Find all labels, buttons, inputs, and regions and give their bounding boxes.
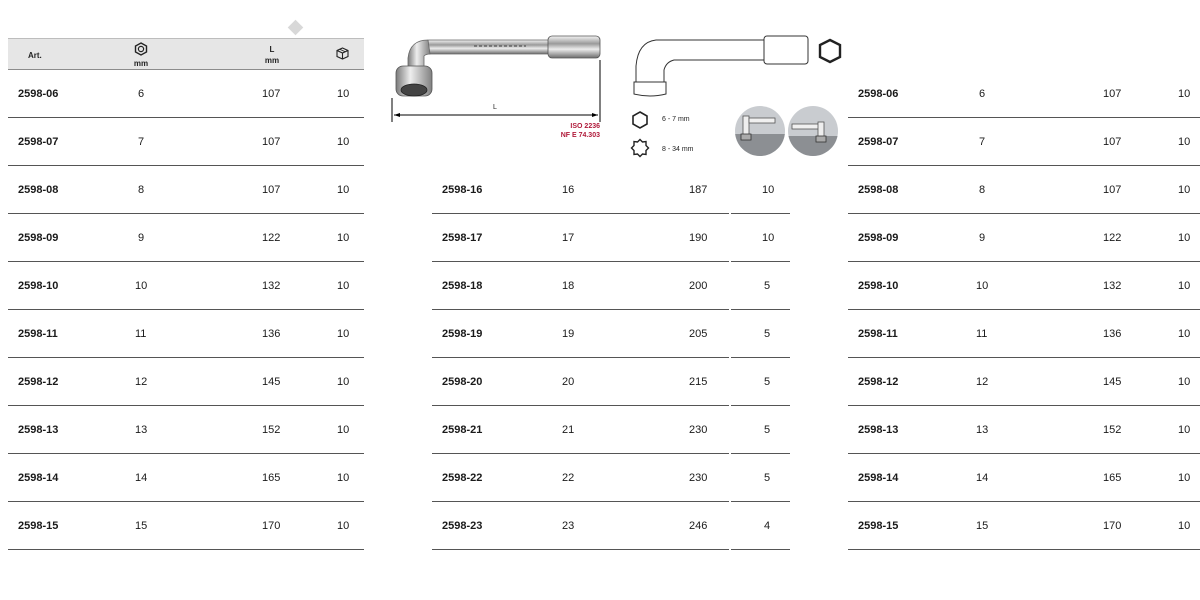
length-cell: 152 bbox=[262, 424, 281, 436]
qty-cell: 5 bbox=[764, 328, 771, 340]
size-cell: 8 bbox=[979, 184, 986, 196]
qty-cell: 10 bbox=[1178, 376, 1191, 388]
length-cell: 136 bbox=[262, 328, 281, 340]
table-row bbox=[848, 406, 1200, 454]
qty-cell: 10 bbox=[1178, 472, 1191, 484]
qty-cell: 4 bbox=[764, 520, 771, 532]
length-cell: 107 bbox=[1103, 88, 1122, 100]
length-cell: 170 bbox=[1103, 520, 1122, 532]
hex6-range: 6 - 7 mm bbox=[662, 116, 690, 123]
table-header bbox=[8, 38, 364, 70]
size-cell: 17 bbox=[562, 232, 575, 244]
hex-nut-icon bbox=[134, 42, 148, 56]
article-number: 2598-10 bbox=[18, 280, 59, 292]
qty-cell: 10 bbox=[337, 424, 350, 436]
qty-cell: 10 bbox=[1178, 328, 1191, 340]
length-cell: 205 bbox=[689, 328, 708, 340]
size-cell: 15 bbox=[976, 520, 989, 532]
table-row bbox=[432, 214, 790, 262]
article-number: 2598-08 bbox=[858, 184, 899, 196]
table-row bbox=[432, 310, 790, 358]
qty-cell: 10 bbox=[337, 472, 350, 484]
usage-photo-2 bbox=[788, 106, 838, 156]
size-cell: 21 bbox=[562, 424, 575, 436]
article-number: 2598-09 bbox=[858, 232, 899, 244]
article-number: 2598-13 bbox=[18, 424, 59, 436]
usage-photo-1 bbox=[735, 106, 785, 156]
table-row bbox=[8, 454, 364, 502]
qty-cell: 10 bbox=[337, 88, 350, 100]
size-cell: 20 bbox=[562, 376, 575, 388]
size-cell: 13 bbox=[135, 424, 148, 436]
hexagon-6-point-icon bbox=[630, 110, 650, 130]
qty-cell: 10 bbox=[1178, 424, 1191, 436]
length-unit-label: mm bbox=[264, 56, 280, 65]
length-header: L bbox=[269, 45, 275, 54]
wrench-line-drawing bbox=[626, 30, 848, 100]
length-dimension-label: L bbox=[493, 104, 497, 111]
size-cell: 12 bbox=[976, 376, 989, 388]
table-row bbox=[432, 454, 790, 502]
size-cell: 16 bbox=[562, 184, 575, 196]
qty-cell: 10 bbox=[337, 328, 350, 340]
length-cell: 107 bbox=[1103, 184, 1122, 196]
length-cell: 132 bbox=[1103, 280, 1122, 292]
article-number: 2598-23 bbox=[442, 520, 483, 532]
article-number: 2598-22 bbox=[442, 472, 483, 484]
qty-cell: 10 bbox=[762, 232, 775, 244]
table-row bbox=[848, 310, 1200, 358]
middle-table bbox=[432, 166, 790, 552]
hex-size-header bbox=[134, 42, 148, 58]
size-cell: 11 bbox=[135, 328, 147, 340]
table-row bbox=[848, 262, 1200, 310]
size-cell: 18 bbox=[562, 280, 575, 292]
length-cell: 107 bbox=[262, 88, 281, 100]
length-cell: 230 bbox=[689, 472, 708, 484]
table-row bbox=[8, 310, 364, 358]
length-cell: 122 bbox=[262, 232, 281, 244]
qty-cell: 10 bbox=[1178, 280, 1191, 292]
article-number: 2598-11 bbox=[858, 328, 898, 340]
qty-cell: 10 bbox=[337, 376, 350, 388]
qty-cell: 5 bbox=[764, 376, 771, 388]
qty-cell: 10 bbox=[337, 280, 350, 292]
length-cell: 190 bbox=[689, 232, 708, 244]
article-number: 2598-06 bbox=[858, 88, 899, 100]
package-header bbox=[335, 47, 349, 62]
article-number: 2598-13 bbox=[858, 424, 899, 436]
article-number: 2598-15 bbox=[18, 520, 59, 532]
usage-illustration-icon bbox=[788, 106, 838, 156]
qty-cell: 10 bbox=[337, 520, 350, 532]
table-row bbox=[432, 358, 790, 406]
wrench-outline-drawing bbox=[626, 30, 848, 100]
size-cell: 6 bbox=[138, 88, 145, 100]
size-cell: 7 bbox=[979, 136, 986, 148]
qty-cell: 10 bbox=[337, 232, 350, 244]
qty-cell: 10 bbox=[337, 136, 350, 148]
decorative-diamond bbox=[288, 20, 304, 36]
right-table bbox=[848, 70, 1200, 552]
size-cell: 22 bbox=[562, 472, 575, 484]
hex12-range: 8 - 34 mm bbox=[662, 146, 694, 153]
length-cell: 145 bbox=[262, 376, 281, 388]
size-cell: 9 bbox=[979, 232, 986, 244]
article-number: 2598-16 bbox=[442, 184, 483, 196]
table-row bbox=[848, 70, 1200, 118]
length-cell: 132 bbox=[262, 280, 281, 292]
norm-nf: NF E 74.303 bbox=[560, 132, 600, 139]
table-row bbox=[8, 70, 364, 118]
size-cell: 23 bbox=[562, 520, 575, 532]
article-number: 2598-21 bbox=[442, 424, 483, 436]
article-number: 2598-07 bbox=[18, 136, 59, 148]
article-number: 2598-18 bbox=[442, 280, 483, 292]
qty-cell: 5 bbox=[764, 424, 771, 436]
table-row bbox=[848, 118, 1200, 166]
qty-cell: 10 bbox=[1178, 184, 1191, 196]
hex-unit-label: mm bbox=[133, 59, 149, 68]
table-row bbox=[848, 502, 1200, 550]
article-number: 2598-10 bbox=[858, 280, 899, 292]
length-cell: 107 bbox=[1103, 136, 1122, 148]
size-cell: 14 bbox=[976, 472, 989, 484]
size-cell: 14 bbox=[135, 472, 148, 484]
norm-reference bbox=[540, 122, 600, 140]
qty-cell: 10 bbox=[337, 184, 350, 196]
table-row bbox=[432, 502, 790, 550]
art-column-header: Art. bbox=[28, 51, 42, 60]
qty-cell: 10 bbox=[1178, 88, 1191, 100]
length-cell: 136 bbox=[1103, 328, 1122, 340]
size-cell: 10 bbox=[976, 280, 989, 292]
qty-cell: 10 bbox=[762, 184, 775, 196]
length-cell: 165 bbox=[1103, 472, 1122, 484]
table-row bbox=[8, 118, 364, 166]
package-box-icon bbox=[336, 47, 349, 60]
article-number: 2598-14 bbox=[18, 472, 59, 484]
table-row bbox=[8, 214, 364, 262]
table-row bbox=[8, 358, 364, 406]
article-number: 2598-15 bbox=[858, 520, 899, 532]
table-row bbox=[8, 406, 364, 454]
size-cell: 15 bbox=[135, 520, 148, 532]
usage-illustration-icon bbox=[735, 106, 785, 156]
article-number: 2598-14 bbox=[858, 472, 899, 484]
length-cell: 170 bbox=[262, 520, 281, 532]
qty-cell: 5 bbox=[764, 472, 771, 484]
length-cell: 145 bbox=[1103, 376, 1122, 388]
length-cell: 246 bbox=[689, 520, 708, 532]
table-row bbox=[848, 166, 1200, 214]
article-number: 2598-07 bbox=[858, 136, 899, 148]
article-number: 2598-06 bbox=[18, 88, 59, 100]
size-cell: 19 bbox=[562, 328, 575, 340]
article-number: 2598-19 bbox=[442, 328, 483, 340]
length-cell: 215 bbox=[689, 376, 708, 388]
hexagon-12-point-icon bbox=[630, 138, 650, 158]
profile-legend bbox=[630, 108, 730, 164]
left-table bbox=[8, 70, 364, 552]
table-row bbox=[848, 358, 1200, 406]
article-number: 2598-11 bbox=[18, 328, 58, 340]
table-row bbox=[432, 406, 790, 454]
size-cell: 10 bbox=[135, 280, 148, 292]
length-cell: 200 bbox=[689, 280, 708, 292]
length-cell: 165 bbox=[262, 472, 281, 484]
length-cell: 107 bbox=[262, 184, 281, 196]
length-cell: 152 bbox=[1103, 424, 1122, 436]
size-cell: 8 bbox=[138, 184, 145, 196]
length-cell: 122 bbox=[1103, 232, 1122, 244]
article-number: 2598-12 bbox=[18, 376, 59, 388]
qty-cell: 10 bbox=[1178, 136, 1191, 148]
length-cell: 230 bbox=[689, 424, 708, 436]
table-row bbox=[848, 214, 1200, 262]
length-cell: 107 bbox=[262, 136, 281, 148]
size-cell: 12 bbox=[135, 376, 148, 388]
size-cell: 7 bbox=[138, 136, 145, 148]
size-cell: 13 bbox=[976, 424, 989, 436]
article-number: 2598-08 bbox=[18, 184, 59, 196]
qty-cell: 10 bbox=[1178, 520, 1191, 532]
norm-iso: ISO 2236 bbox=[570, 123, 600, 130]
table-row bbox=[8, 262, 364, 310]
table-row bbox=[432, 262, 790, 310]
table-row bbox=[848, 454, 1200, 502]
size-cell: 6 bbox=[979, 88, 986, 100]
length-cell: 187 bbox=[689, 184, 708, 196]
qty-cell: 10 bbox=[1178, 232, 1191, 244]
size-cell: 11 bbox=[976, 328, 988, 340]
article-number: 2598-20 bbox=[442, 376, 483, 388]
article-number: 2598-09 bbox=[18, 232, 59, 244]
article-number: 2598-17 bbox=[442, 232, 483, 244]
table-row bbox=[8, 166, 364, 214]
article-number: 2598-12 bbox=[858, 376, 899, 388]
table-row bbox=[432, 166, 790, 214]
qty-cell: 5 bbox=[764, 280, 771, 292]
table-row bbox=[8, 502, 364, 550]
size-cell: 9 bbox=[138, 232, 145, 244]
